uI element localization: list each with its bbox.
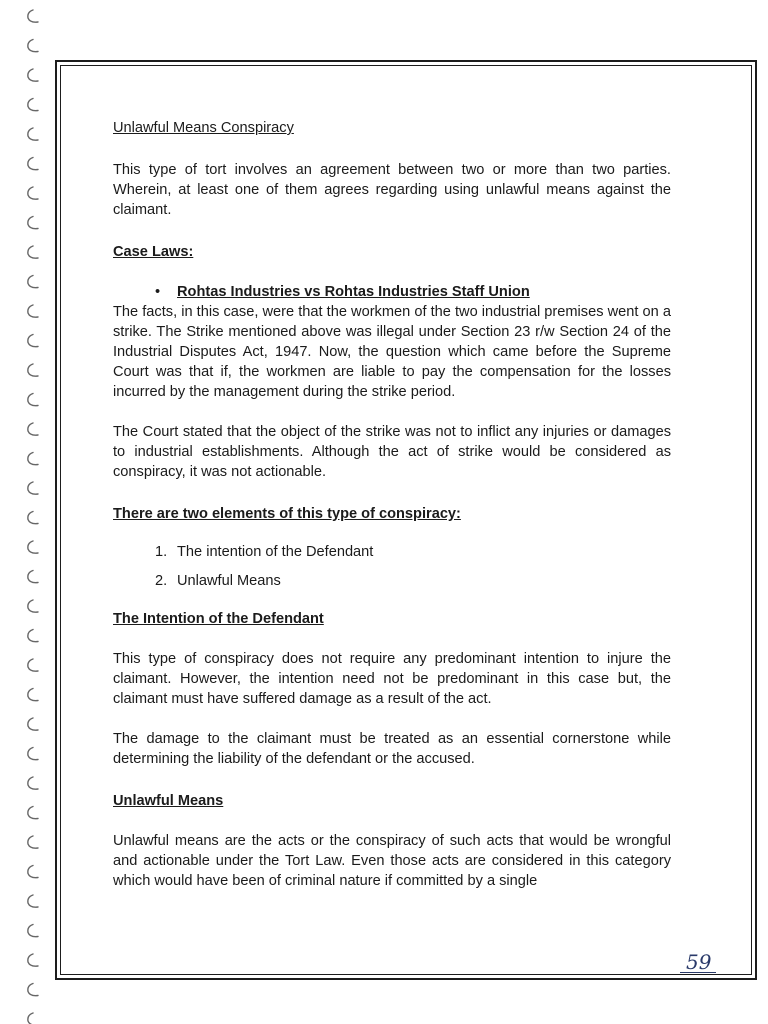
- binding-ring: [28, 69, 38, 81]
- binding-ring: [28, 984, 38, 996]
- section-heading-unlawful-means-conspiracy: Unlawful Means Conspiracy: [113, 120, 294, 136]
- binding-ring: [28, 158, 38, 170]
- binding-ring: [28, 659, 38, 671]
- binding-ring: [28, 925, 38, 937]
- document-body: [113, 118, 671, 891]
- binding-ring: [28, 335, 38, 347]
- section-heading-case-laws: Case Laws:: [113, 244, 194, 260]
- binding-ring: [28, 128, 38, 140]
- paragraph-court-stated: The Court stated that the object of the strike was not to inflict any injuries or damages to industrial establishments. Although the act of strike would be considered as conspiracy, it was not actionable.: [113, 424, 671, 480]
- binding-ring: [28, 512, 38, 524]
- binding-ring: [28, 541, 38, 553]
- binding-ring: [28, 954, 38, 966]
- binding-ring: [28, 866, 38, 878]
- section-heading-unlawful-means: Unlawful Means: [113, 793, 224, 809]
- list-item: [155, 542, 671, 562]
- page-number-underline: [680, 972, 716, 973]
- binding-rings: [0, 0, 50, 1024]
- section-heading-elements: There are two elements of this type of conspiracy:: [113, 506, 461, 522]
- bullet-icon: •: [155, 284, 161, 300]
- section-heading-intention: The Intention of the Defendant: [113, 611, 324, 627]
- binding-ring: [28, 482, 38, 494]
- binding-ring: [28, 276, 38, 288]
- paragraph-case-facts: The facts, in this case, were that the workmen of the two industrial premises went on a strike. The Strike mentioned above was illegal under Section 23 r/w Section 24 of the Industrial Disputes Act, 1947. Now, the question which came before the Supreme Court was that if, the workmen are liable to pay the compensation for the losses incurred by the management during the strike period.: [113, 304, 671, 400]
- binding-ring: [28, 305, 38, 317]
- list-item: [155, 571, 671, 591]
- binding-ring: [28, 99, 38, 111]
- binding-ring: [28, 246, 38, 258]
- bullet-item-case: [113, 282, 671, 302]
- binding-ring: [28, 217, 38, 229]
- binding-ring: [28, 718, 38, 730]
- numbered-list: [113, 542, 671, 591]
- binding-ring: [28, 600, 38, 612]
- binding-ring: [28, 807, 38, 819]
- list-item-text: Unlawful Means: [177, 573, 281, 589]
- binding-ring: [28, 895, 38, 907]
- paragraph-unlawful-means: Unlawful means are the acts or the conspiracy of such acts that would be wrongful and actionable under the Tort Law. Even those acts are considered in this category which would have been of criminal nature if committed by a single: [113, 833, 671, 889]
- binding-ring: [28, 394, 38, 406]
- case-title: Rohtas Industries vs Rohtas Industries Staff Union: [177, 284, 530, 300]
- paragraph-intention-1: This type of conspiracy does not require any predominant intention to injure the claimant. However, the intention need not be predominant in this case but, the claimant must have suffered damage as a result of the act.: [113, 651, 671, 707]
- binding-ring: [28, 630, 38, 642]
- binding-ring: [28, 187, 38, 199]
- binding-ring: [28, 777, 38, 789]
- binding-ring: [28, 453, 38, 465]
- list-marker: 1.: [155, 544, 168, 560]
- page-number: 59: [686, 950, 712, 974]
- binding-ring: [28, 571, 38, 583]
- binding-ring: [28, 40, 38, 52]
- paragraph-intro: This type of tort involves an agreement between two or more than two parties. Wherein, at least one of them agrees regarding using unlawful means against the claimant.: [113, 162, 671, 218]
- binding-ring: [28, 423, 38, 435]
- list-item-text: The intention of the Defendant: [177, 544, 374, 560]
- binding-ring: [28, 689, 38, 701]
- binding-ring: [28, 836, 38, 848]
- binding-ring: [28, 1013, 38, 1024]
- list-marker: 2.: [155, 573, 168, 589]
- binding-ring: [28, 748, 38, 760]
- binding-ring: [28, 364, 38, 376]
- binding-ring: [28, 10, 38, 22]
- paragraph-intention-2: The damage to the claimant must be treated as an essential cornerstone while determining the liability of the defendant or the accused.: [113, 731, 671, 767]
